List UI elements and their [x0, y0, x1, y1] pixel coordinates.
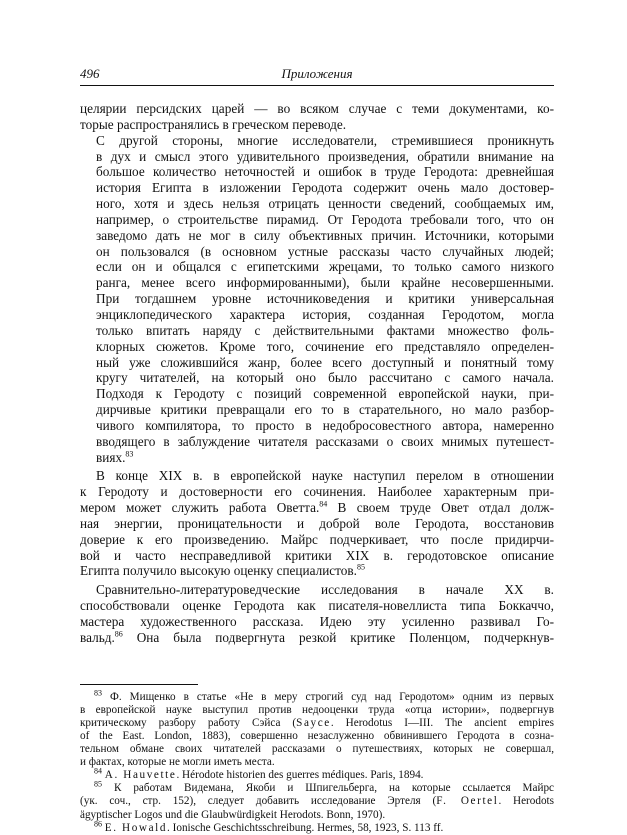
footnote-line: тельном обмане своих читателей рассказами о путешествиях, которых не совершал, [80, 743, 554, 756]
running-title: Приложения [281, 66, 353, 81]
text-line: к Геродоту и достоверности его сочинения. Наиболее характерным при- [80, 484, 554, 500]
text-line: клорных сюжетов. Кроме того, сочинение его представляло определен- [96, 338, 554, 354]
footnote-84 [80, 766, 554, 782]
footnote-author: A. Hauvette [104, 769, 177, 782]
footnote-text: . Hérodote historien des guerres médiques. Paris, 1894. [176, 769, 424, 782]
text-line [80, 450, 554, 466]
text-line: только впитать наряду с действительными фактами множество фоль- [96, 322, 554, 338]
text-line: При тогдашнем уровне источниковедения и критики универсальная [96, 291, 554, 307]
footnote-line [80, 766, 554, 782]
text-line: Сравнительно-литературоведческие исследования в начале XX в. [96, 582, 554, 598]
line-text: Египта получило высокую оценку специалистов. [80, 563, 357, 579]
footnote-number: 85 [94, 779, 102, 789]
footnote-author: E. Howald [104, 821, 168, 834]
footnote-line [80, 779, 555, 795]
text-line [80, 630, 554, 646]
text-line: дирчивые критики превращали его то в старательного, но мало разбор- [96, 402, 554, 418]
text-line: В конце XIX в. в европейской науке наступил перелом в отношении [96, 468, 554, 484]
text-line [80, 563, 554, 579]
footnote-text: критическому разбору работу Сэйса ( [80, 716, 297, 729]
footnote-ref-84[interactable]: 84 [319, 499, 328, 509]
paragraph [80, 468, 554, 579]
text-line: история Египта в изложении Геродота содержит очень мало достовер- [96, 180, 554, 196]
text-line: заведомо дать не мог в силу объективных причин. Источники, которыми [96, 227, 554, 243]
footnote-line [80, 687, 554, 704]
footnote-text: . Ionische Geschichtsschreibung. Hermes, 58, 1923, S. 113 ff. [167, 821, 444, 834]
text-line: кругу читателей, на который оно было рассчитано с самого начала. [96, 370, 554, 386]
text-line: ный уже сложившийся жанр, более всего доступный и понятный тому [96, 354, 554, 370]
page-header [80, 66, 554, 86]
text-line: чивого компилятора, то просто в недобросовестного автора, намеренно [96, 417, 554, 433]
footnote-divider [80, 684, 198, 685]
footnote-85 [80, 779, 555, 821]
text-line [80, 500, 554, 516]
text-line: если он и общался с египетскими жрецами, то только самого низкого [96, 259, 554, 275]
paragraph [80, 133, 554, 466]
text-line: в дух и смысл этого удивительного произведения, обратили внимание на [96, 148, 554, 164]
footnotes [80, 687, 555, 835]
text-line: мастера художественного рассказа. Идею эту усиленно развивал Го- [80, 614, 554, 629]
footnote-ref-85[interactable]: 85 [357, 563, 365, 573]
footnote-text: К работам Видемана, Якоби и Шпигельберга, на которые ссылается Майрс [113, 782, 555, 795]
footnote-number: 86 [94, 818, 102, 828]
text-line: С другой стороны, многие исследователи, стремившиеся проникнуть [96, 132, 554, 148]
footnote-line [80, 795, 554, 808]
text-line: он пользовался (в основном устные рассказы часто случайных людей; [96, 243, 554, 259]
line-text: Она была подвергнута резкой критике Поленцом, подчеркнув- [122, 629, 554, 645]
footnote-number: 83 [94, 687, 102, 697]
footnote-line [80, 818, 554, 835]
line-text: В своем труде Овет отдал долж- [327, 500, 554, 516]
footnote-text: (ук. соч., стр. 152), следует добавить исследование Эртеля ( [80, 795, 437, 808]
footnote-line: в европейской науке выступил против недооценки труда «отца истории», подвергнув [80, 703, 554, 716]
paragraph [80, 582, 554, 645]
line-text: мером может служить работа Оветта. [80, 500, 320, 516]
text-line: торые распространялись в греческом переводе. [80, 116, 347, 132]
footnote-line: of the East. London, 1883), совершенно незаслуженно обвинившего Геродота в созна- [80, 729, 554, 742]
paragraph [80, 101, 554, 133]
line-text: виях. [96, 449, 126, 465]
footnote-line: и фактах, которые не могли иметь места. [80, 756, 275, 769]
text-line: способствовали оценке Геродота как писателя-новеллиста типа Боккаччо, [80, 598, 554, 614]
text-line: большое количество неточностей и ошибок в труде Геродота: древнейшая [96, 164, 554, 180]
page-number: 496 [80, 66, 100, 81]
text-line: вводящего в заблуждение читателя рассказами о своих мнимых путешест- [96, 433, 554, 449]
footnote-86 [80, 818, 554, 835]
footnote-line [80, 717, 554, 730]
footnote-ref-83[interactable]: 83 [125, 449, 134, 459]
text-line: ного, хотя и здесь нельзя отрицать ценности сведений, сообщаемых им, [96, 196, 554, 212]
text-line: вой и часто несправедливой критики XIX в. геродотовское описание [80, 547, 554, 563]
text-line: доверие к его произведению. Майрс подчеркивает, что после придирчи- [80, 531, 554, 547]
book-page [80, 66, 554, 835]
text-line: Подходя к Геродоту с позиций современной европейской науки, при- [96, 386, 554, 402]
text-line: целярии персидских царей — во всяком случае с теми документами, ко- [80, 101, 554, 116]
text-line: ная энергии, проницательности и доброй воле Геродота, восстановив [80, 515, 554, 531]
body-text [80, 101, 554, 646]
footnote-author: Sayce [296, 716, 331, 729]
footnote-author: F. Oertel [436, 795, 499, 808]
footnote-text: . Herodots [498, 795, 555, 808]
footnote-ref-86[interactable]: 86 [114, 629, 123, 639]
text-line: например, о строительстве пирамид. От Геродота требовали того, что он [96, 211, 554, 227]
footnote-text: . Herodotus I—III. The ancient empires [330, 716, 555, 729]
text-line: энциклопедического характера история, созданная Геродотом, могла [96, 306, 554, 322]
footnote-text: Ф. Мищенко в статье «Не в меру строгий суд над Геродотом» одним из первых [110, 690, 554, 703]
footnote-83 [80, 687, 555, 770]
footnote-number: 84 [94, 766, 102, 776]
footnote-line: ägyptischer Logos und die Glaubwürdigkeit Herodots. Bonn, 1970). [80, 808, 386, 821]
text-line: ранга, менее всего информированными), были крайне несовершенными. [96, 275, 554, 291]
line-text: вальд. [80, 629, 115, 645]
